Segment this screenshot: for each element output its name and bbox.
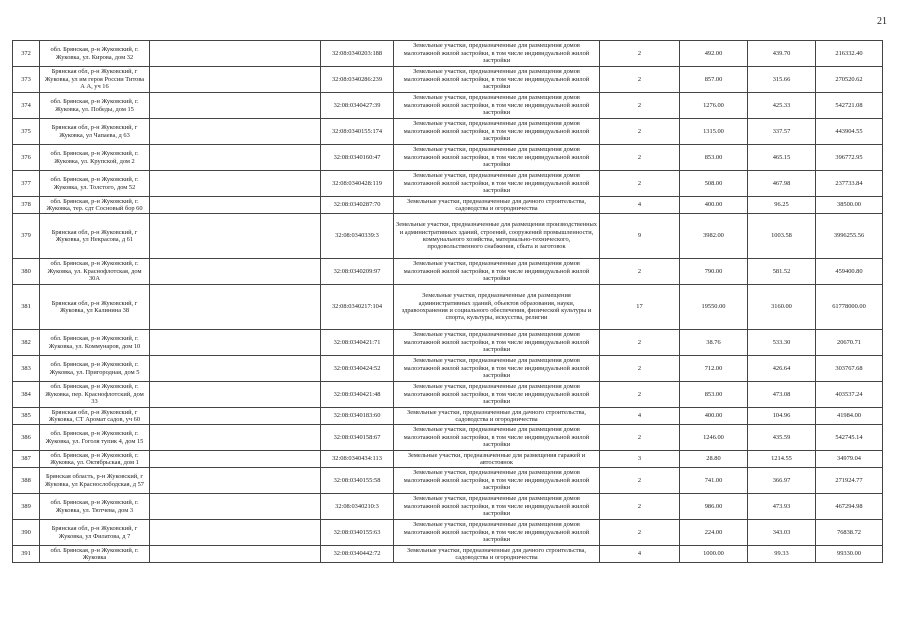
area-cell: 400.00 xyxy=(680,408,748,425)
area-cell: 224.00 xyxy=(680,520,748,546)
area-cell: 3982.00 xyxy=(680,214,748,259)
group-cell: 2 xyxy=(600,520,680,546)
table-row xyxy=(13,119,883,145)
address-cell: обл. Брянская, р-н Жуковский, г. Жуковка, ул. Пригородная, дом 5 xyxy=(40,356,150,382)
cadastral-value-cell: 303767.68 xyxy=(816,356,883,382)
land-purpose-cell: Земельные участки, предназначенные для размещения домов малоэтажной жилой застройки, в том числе индивидуальной жилой застройки xyxy=(394,171,600,197)
specific-value-cell: 439.70 xyxy=(748,41,816,67)
cadastral-value-cell: 41984.00 xyxy=(816,408,883,425)
area-cell: 28.80 xyxy=(680,451,748,468)
area-cell: 986.00 xyxy=(680,494,748,520)
land-purpose-cell: Земельные участки, предназначенные для размещения домов малоэтажной жилой застройки, в том числе индивидуальной жилой застройки xyxy=(394,41,600,67)
land-purpose-cell: Земельные участки, предназначенные для размещения домов малоэтажной жилой застройки, в том числе индивидуальной жилой застройки xyxy=(394,259,600,285)
land-purpose-cell: Земельные участки, предназначенные для размещения домов малоэтажной жилой застройки, в том числе индивидуальной жилой застройки xyxy=(394,520,600,546)
cadastral-value-cell: 270520.62 xyxy=(816,67,883,93)
land-purpose-cell: Земельные участки, предназначенные для размещения производственных и административных зданий, строений, сооружений промышленности, коммунального хозяйства, материально-технического, продовольственного снабжения, сбыта и заготовок xyxy=(394,214,600,259)
group-cell: 3 xyxy=(600,451,680,468)
table-row xyxy=(13,197,883,214)
cadastral-value-cell: 38500.00 xyxy=(816,197,883,214)
cadastral-number-cell: 32:08:0340339:3 xyxy=(321,214,394,259)
specific-value-cell: 435.59 xyxy=(748,425,816,451)
empty-cell xyxy=(150,171,321,197)
area-cell: 712.00 xyxy=(680,356,748,382)
address-cell: Брянская обл, р-н Жуковский, г Жуковка, ул им героя России Титова А А, уч 16 xyxy=(40,67,150,93)
row-number-cell: 379 xyxy=(13,214,40,259)
land-purpose-cell: Земельные участки, предназначенные для размещения домов малоэтажной жилой застройки, в том числе индивидуальной жилой застройки xyxy=(394,145,600,171)
table-row xyxy=(13,93,883,119)
cadastral-value-cell: 459400.80 xyxy=(816,259,883,285)
area-cell: 1000.00 xyxy=(680,546,748,563)
land-purpose-cell: Земельные участки, предназначенные для размещения домов малоэтажной жилой застройки, в том числе индивидуальной жилой застройки xyxy=(394,494,600,520)
cadastral-number-cell: 32:08:0340442:72 xyxy=(321,546,394,563)
specific-value-cell: 104.96 xyxy=(748,408,816,425)
table-row xyxy=(13,546,883,563)
empty-cell xyxy=(150,197,321,214)
table-row xyxy=(13,451,883,468)
empty-cell xyxy=(150,468,321,494)
table-row xyxy=(13,41,883,67)
cadastral-number-cell: 32:08:0340424:52 xyxy=(321,356,394,382)
row-number-cell: 389 xyxy=(13,494,40,520)
specific-value-cell: 337.57 xyxy=(748,119,816,145)
area-cell: 1276.00 xyxy=(680,93,748,119)
empty-cell xyxy=(150,119,321,145)
group-cell: 4 xyxy=(600,197,680,214)
row-number-cell: 391 xyxy=(13,546,40,563)
area-cell: 853.00 xyxy=(680,145,748,171)
row-number-cell: 376 xyxy=(13,145,40,171)
cadastral-value-cell: 467294.98 xyxy=(816,494,883,520)
specific-value-cell: 426.64 xyxy=(748,356,816,382)
group-cell: 2 xyxy=(600,119,680,145)
group-cell: 2 xyxy=(600,330,680,356)
group-cell: 2 xyxy=(600,145,680,171)
address-cell: обл. Брянская, р-н Жуковский, г. Жуковка, ул. Краснофлотская, дом 30А xyxy=(40,259,150,285)
area-cell: 1315.00 xyxy=(680,119,748,145)
empty-cell xyxy=(150,451,321,468)
cadastral-value-cell: 34979.04 xyxy=(816,451,883,468)
cadastral-number-cell: 32:08:0340286:239 xyxy=(321,67,394,93)
row-number-cell: 386 xyxy=(13,425,40,451)
specific-value-cell: 465.15 xyxy=(748,145,816,171)
area-cell: 790.00 xyxy=(680,259,748,285)
empty-cell xyxy=(150,425,321,451)
table-row xyxy=(13,425,883,451)
cadastral-number-cell: 32:08:0340210:3 xyxy=(321,494,394,520)
address-cell: обл. Брянская, р-н Жуковский, г. Жуковка, ул. Толстого, дом 52 xyxy=(40,171,150,197)
cadastral-number-cell: 32:08:0340421:71 xyxy=(321,330,394,356)
table-row xyxy=(13,259,883,285)
row-number-cell: 382 xyxy=(13,330,40,356)
group-cell: 2 xyxy=(600,93,680,119)
group-cell: 2 xyxy=(600,356,680,382)
address-cell: обл. Брянская, р-н Жуковский, г. Жуковка, ул. Гоголя тупик 4, дом 15 xyxy=(40,425,150,451)
address-cell: Брянская обл, р-н Жуковский, г Жуковка, СТ Аромат садов, уч 60 xyxy=(40,408,150,425)
group-cell: 2 xyxy=(600,382,680,408)
specific-value-cell: 425.33 xyxy=(748,93,816,119)
cadastral-number-cell: 32:08:0340155:58 xyxy=(321,468,394,494)
row-number-cell: 375 xyxy=(13,119,40,145)
table-row xyxy=(13,171,883,197)
specific-value-cell: 473.93 xyxy=(748,494,816,520)
group-cell: 4 xyxy=(600,408,680,425)
cadastral-value-cell: 396772.95 xyxy=(816,145,883,171)
group-cell: 17 xyxy=(600,285,680,330)
cadastral-value-cell: 443904.55 xyxy=(816,119,883,145)
specific-value-cell: 533.30 xyxy=(748,330,816,356)
specific-value-cell: 343.03 xyxy=(748,520,816,546)
specific-value-cell: 96.25 xyxy=(748,197,816,214)
address-cell: обл. Брянская, р-н Жуковский, г. Жуковка, ул. Тютчева, дом 3 xyxy=(40,494,150,520)
cadastral-number-cell: 32:08:0340183:60 xyxy=(321,408,394,425)
cadastral-number-cell: 32:08:0340160:47 xyxy=(321,145,394,171)
address-cell: Брянская обл, р-н Жуковский, г Жуковка, ул Филатова, д 7 xyxy=(40,520,150,546)
address-cell: Брянская обл, р-н Жуковский, г Жуковка, ул Калинина 38 xyxy=(40,285,150,330)
group-cell: 2 xyxy=(600,67,680,93)
cadastral-value-cell: 542745.14 xyxy=(816,425,883,451)
land-purpose-cell: Земельные участки, предназначенные для размещения домов малоэтажной жилой застройки, в том числе индивидуальной жилой застройки xyxy=(394,93,600,119)
cadastral-number-cell: 32:08:0340209:97 xyxy=(321,259,394,285)
row-number-cell: 380 xyxy=(13,259,40,285)
area-cell: 400.00 xyxy=(680,197,748,214)
address-cell: обл. Брянская, р-н Жуковский, г. Жуковка, ул. Коммунаров, дом 10 xyxy=(40,330,150,356)
land-purpose-cell: Земельные участки, предназначенные для размещения домов малоэтажной жилой застройки, в том числе индивидуальной жилой застройки xyxy=(394,67,600,93)
table-row xyxy=(13,145,883,171)
cadastral-number-cell: 32:08:0340434:113 xyxy=(321,451,394,468)
row-number-cell: 385 xyxy=(13,408,40,425)
group-cell: 2 xyxy=(600,425,680,451)
table-row xyxy=(13,494,883,520)
table-row xyxy=(13,214,883,259)
row-number-cell: 374 xyxy=(13,93,40,119)
empty-cell xyxy=(150,145,321,171)
land-purpose-cell: Земельные участки, предназначенные для размещения домов малоэтажной жилой застройки, в том числе индивидуальной жилой застройки xyxy=(394,425,600,451)
row-number-cell: 384 xyxy=(13,382,40,408)
cadastral-number-cell: 32:08:0340158:67 xyxy=(321,425,394,451)
table-row xyxy=(13,382,883,408)
empty-cell xyxy=(150,546,321,563)
cadastral-number-cell: 32:08:0340421:48 xyxy=(321,382,394,408)
cadastral-number-cell: 32:08:0340155:174 xyxy=(321,119,394,145)
group-cell: 2 xyxy=(600,259,680,285)
area-cell: 19550.00 xyxy=(680,285,748,330)
land-plot-table xyxy=(12,40,883,563)
row-number-cell: 390 xyxy=(13,520,40,546)
row-number-cell: 377 xyxy=(13,171,40,197)
group-cell: 4 xyxy=(600,546,680,563)
address-cell: Брянская область, р-н Жуковский, г Жуковка, ул Краснослободская, д 57 xyxy=(40,468,150,494)
table-row xyxy=(13,408,883,425)
page-number: 21 xyxy=(877,16,887,27)
land-purpose-cell: Земельные участки, предназначенные для дачного строительства, садоводства и огородничества xyxy=(394,546,600,563)
address-cell: обл. Брянская, р-н Жуковский, г. Жуковка, ул. Победы, дом 15 xyxy=(40,93,150,119)
area-cell: 741.00 xyxy=(680,468,748,494)
cadastral-value-cell: 61778000.00 xyxy=(816,285,883,330)
cadastral-number-cell: 32:08:0340428:119 xyxy=(321,171,394,197)
area-cell: 857.00 xyxy=(680,67,748,93)
cadastral-value-cell: 542721.08 xyxy=(816,93,883,119)
group-cell: 9 xyxy=(600,214,680,259)
specific-value-cell: 581.52 xyxy=(748,259,816,285)
land-purpose-cell: Земельные участки, предназначенные для дачного строительства, садоводства и огородничества xyxy=(394,197,600,214)
empty-cell xyxy=(150,67,321,93)
group-cell: 2 xyxy=(600,494,680,520)
empty-cell xyxy=(150,41,321,67)
cadastral-value-cell: 216332.40 xyxy=(816,41,883,67)
specific-value-cell: 366.97 xyxy=(748,468,816,494)
cadastral-number-cell: 32:08:0340427:39 xyxy=(321,93,394,119)
area-cell: 38.76 xyxy=(680,330,748,356)
cadastral-value-cell: 403537.24 xyxy=(816,382,883,408)
area-cell: 853.00 xyxy=(680,382,748,408)
address-cell: обл. Брянская, р-н Жуковский, г. Жуковка, ул. Октябрьская, дом 1 xyxy=(40,451,150,468)
address-cell: обл. Брянская, р-н Жуковский, г. Жуковка, пер. Краснофлотский, дом 33 xyxy=(40,382,150,408)
land-purpose-cell: Земельные участки, предназначенные для размещения административных зданий, объектов образования, науки, здравоохранения и социального обеспечения, физической культуры и спорта, культуры, искусства, религии xyxy=(394,285,600,330)
address-cell: Брянская обл, р-н Жуковский, г Жуковка, ул Некрасова, д 61 xyxy=(40,214,150,259)
cadastral-number-cell: 32:08:0340203:188 xyxy=(321,41,394,67)
land-purpose-cell: Земельные участки, предназначенные для размещения домов малоэтажной жилой застройки, в том числе индивидуальной жилой застройки xyxy=(394,119,600,145)
row-number-cell: 381 xyxy=(13,285,40,330)
row-number-cell: 378 xyxy=(13,197,40,214)
address-cell: обл. Брянская, р-н Жуковский, г. Жуковка, тер. сдт Сосновый бор 60 xyxy=(40,197,150,214)
land-purpose-cell: Земельные участки, предназначенные для размещения домов малоэтажной жилой застройки, в том числе индивидуальной жилой застройки xyxy=(394,356,600,382)
specific-value-cell: 315.66 xyxy=(748,67,816,93)
table-row xyxy=(13,67,883,93)
land-purpose-cell: Земельные участки, предназначенные для размещения домов малоэтажной жилой застройки, в том числе индивидуальной жилой застройки xyxy=(394,330,600,356)
row-number-cell: 372 xyxy=(13,41,40,67)
land-purpose-cell: Земельные участки, предназначенные для размещения домов малоэтажной жилой застройки, в том числе индивидуальной жилой застройки xyxy=(394,382,600,408)
land-purpose-cell: Земельные участки, предназначенные для дачного строительства, садоводства и огородничества xyxy=(394,408,600,425)
empty-cell xyxy=(150,382,321,408)
empty-cell xyxy=(150,285,321,330)
cadastral-value-cell: 20670.71 xyxy=(816,330,883,356)
cadastral-value-cell: 99330.00 xyxy=(816,546,883,563)
land-purpose-cell: Земельные участки, предназначенные для размещения домов малоэтажной жилой застройки, в том числе индивидуальной жилой застройки xyxy=(394,468,600,494)
address-cell: Брянская обл, р-н Жуковский, г Жуковка, ул Чапаева, д 63 xyxy=(40,119,150,145)
empty-cell xyxy=(150,356,321,382)
cadastral-number-cell: 32:08:0340155:63 xyxy=(321,520,394,546)
empty-cell xyxy=(150,259,321,285)
empty-cell xyxy=(150,494,321,520)
group-cell: 2 xyxy=(600,468,680,494)
specific-value-cell: 99.33 xyxy=(748,546,816,563)
empty-cell xyxy=(150,520,321,546)
empty-cell xyxy=(150,408,321,425)
specific-value-cell: 1003.58 xyxy=(748,214,816,259)
area-cell: 492.00 xyxy=(680,41,748,67)
table-row xyxy=(13,468,883,494)
row-number-cell: 387 xyxy=(13,451,40,468)
table-row xyxy=(13,356,883,382)
land-purpose-cell: Земельные участки, предназначенные для размещения гаражей и автостоянок xyxy=(394,451,600,468)
table-row xyxy=(13,520,883,546)
specific-value-cell: 1214.55 xyxy=(748,451,816,468)
address-cell: обл. Брянская, р-н Жуковский, г. Жуковка, ул. Крупской, дом 2 xyxy=(40,145,150,171)
specific-value-cell: 473.08 xyxy=(748,382,816,408)
cadastral-number-cell: 32:08:0340287:70 xyxy=(321,197,394,214)
cadastral-value-cell: 76838.72 xyxy=(816,520,883,546)
table-body xyxy=(13,41,883,563)
table-row xyxy=(13,285,883,330)
specific-value-cell: 3160.00 xyxy=(748,285,816,330)
address-cell: обл. Брянская, р-н Жуковский, г. Жуковка, ул. Кирова, дом 32 xyxy=(40,41,150,67)
cadastral-value-cell: 3996255.56 xyxy=(816,214,883,259)
empty-cell xyxy=(150,214,321,259)
empty-cell xyxy=(150,330,321,356)
row-number-cell: 373 xyxy=(13,67,40,93)
area-cell: 508.00 xyxy=(680,171,748,197)
group-cell: 2 xyxy=(600,171,680,197)
cadastral-value-cell: 271924.77 xyxy=(816,468,883,494)
table-row xyxy=(13,330,883,356)
cadastral-number-cell: 32:08:0340217:104 xyxy=(321,285,394,330)
row-number-cell: 383 xyxy=(13,356,40,382)
row-number-cell: 388 xyxy=(13,468,40,494)
cadastral-value-cell: 237733.84 xyxy=(816,171,883,197)
specific-value-cell: 467.98 xyxy=(748,171,816,197)
empty-cell xyxy=(150,93,321,119)
group-cell: 2 xyxy=(600,41,680,67)
address-cell: обл. Брянская, р-н Жуковский, г. Жуковка xyxy=(40,546,150,563)
area-cell: 1246.00 xyxy=(680,425,748,451)
